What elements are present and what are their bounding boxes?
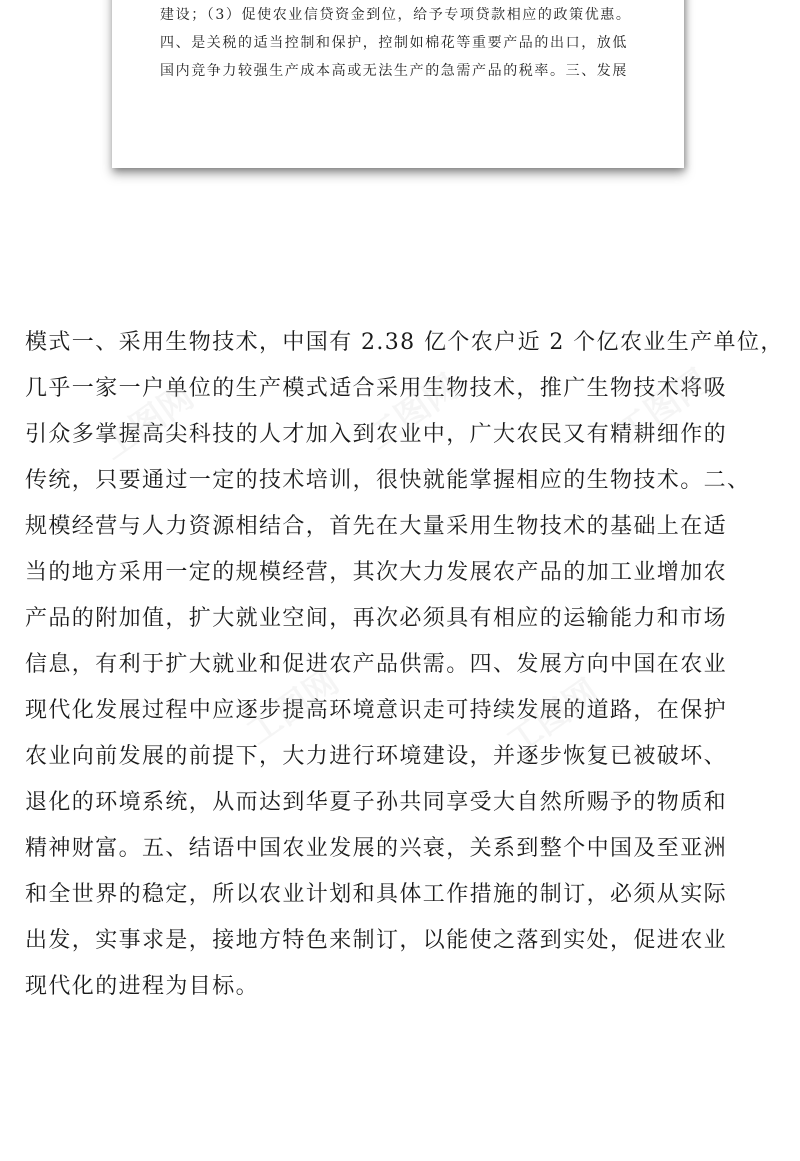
body-text-line: 规模经营与人力资源相结合，首先在大量采用生物技术的基础上在适 <box>25 514 728 539</box>
watermark-logo: 工图网 <box>94 376 202 469</box>
document-body <box>25 320 785 1010</box>
body-text-line: 几乎一家一户单位的生产模式适合采用生物技术，推广生物技术将吸 <box>25 376 728 401</box>
body-text-line: 现代化的进程为目标。 <box>25 974 260 999</box>
body-text-line: 现代化发展过程中应逐步提高环境意识走可持续发展的道路，在保护 <box>25 698 728 723</box>
previous-page-card <box>112 0 684 168</box>
body-text-line: 引众多掌握高尖科技的人才加入到农业中，广大农民又有精耕细作的 <box>25 422 728 447</box>
body-text-line: 模式一、采用生物技术，中国有 2.38 亿个农户近 2 个亿农业生产单位， <box>25 330 784 355</box>
body-text-line: 和全世界的稳定，所以农业计划和具体工作措施的制订，必须从实际 <box>25 882 728 907</box>
watermark-logo: 工图网 <box>239 661 347 754</box>
card-text-line: 建设；（3）促使农业信贷资金到位，给予专项贷款相应的政策优惠。 <box>160 7 632 23</box>
body-text-line: 信息，有利于扩大就业和促进农产品供需。四、发展方向中国在农业 <box>25 652 728 677</box>
body-text-line: 出发，实事求是，接地方特色来制订，以能使之落到实处，促进农业 <box>25 928 728 953</box>
body-text-line: 当的地方采用一定的规模经营，其次大力发展农产品的加工业增加农 <box>25 560 728 585</box>
body-text-line: 传统，只要通过一定的技术培训，很快就能掌握相应的生物技术。二、 <box>25 468 751 493</box>
watermark-logo: 工图网 <box>359 366 467 459</box>
watermark-logo: 工图网 <box>499 671 607 764</box>
body-text-line: 产品的附加值，扩大就业空间，再次必须具有相应的运输能力和市场 <box>25 606 728 631</box>
card-text-line: 四、是关税的适当控制和保护，控制如棉花等重要产品的出口，放低 <box>160 35 628 51</box>
body-text-line: 农业向前发展的前提下，大力进行环境建设，并逐步恢复已被破坏、 <box>25 744 728 769</box>
body-text-line: 精神财富。五、结语中国农业发展的兴衰，关系到整个中国及至亚洲 <box>25 836 728 861</box>
watermark-logo: 工图网 <box>609 361 717 454</box>
body-text-line: 退化的环境系统，从而达到华夏子孙共同享受大自然所赐予的物质和 <box>25 790 728 815</box>
card-text-line: 国内竞争力较强生产成本高或无法生产的急需产品的税率。三、发展 <box>160 63 628 79</box>
